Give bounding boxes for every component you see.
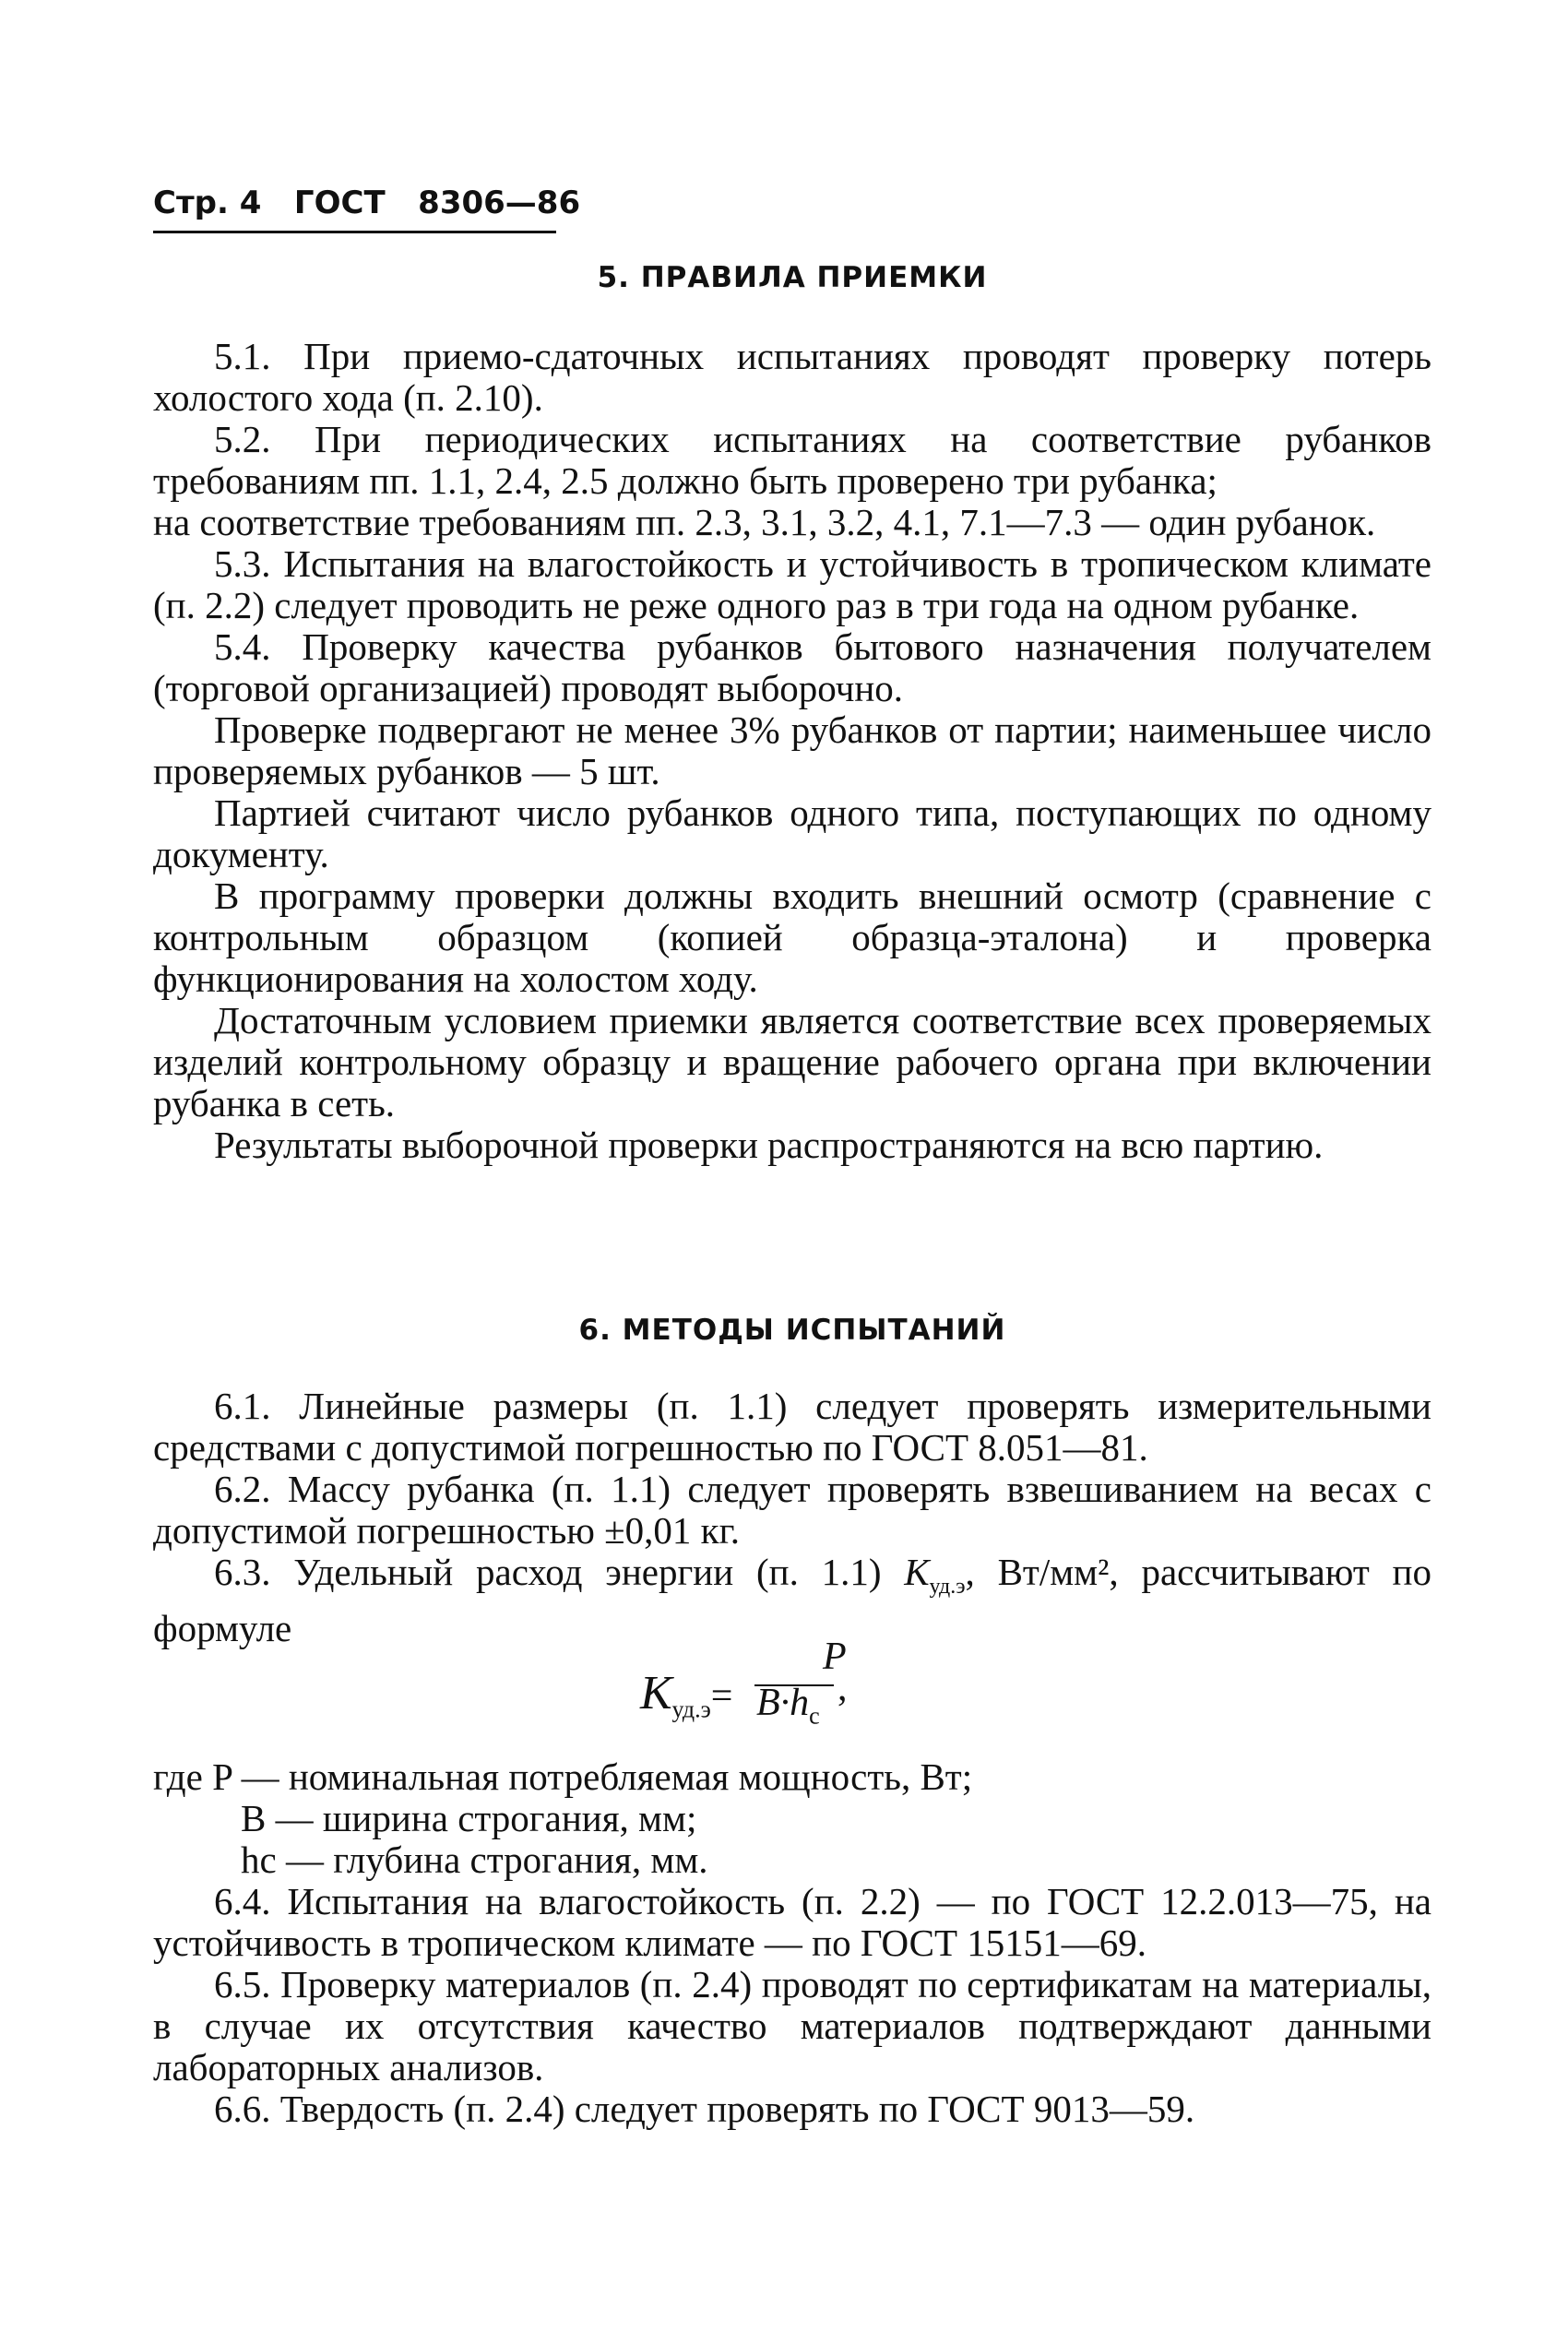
where-power: где P — номинальная потребляемая мощность, Вт; bbox=[153, 1755, 973, 1798]
formula-denominator: $B\cdot h_с$ bbox=[756, 1682, 820, 1730]
formula-lhs: $К_{уд.э}=$ bbox=[640, 1667, 733, 1723]
paragraph-5-1: 5.1. При приемо-сдаточных испытаниях проводят проверку потерь холостого хода (п. 2.10). bbox=[153, 335, 1431, 419]
energy-symbol-subscript: уд.э bbox=[929, 1575, 966, 1600]
section-5-title: 5. ПРАВИЛА ПРИЕМКИ bbox=[597, 261, 988, 294]
paragraph-6-3-units: , Вт/мм², рассчитывают по формуле bbox=[153, 1551, 1431, 1650]
paragraph-5-2-cont: на соответствие требованиям пп. 2.3, 3.1, 3.2, 4.1, 7.1—7.3 — один рубанок. bbox=[153, 501, 1376, 543]
formula-comma: , bbox=[837, 1667, 848, 1709]
where-depth: hс — глубина строгания, мм. bbox=[241, 1838, 708, 1881]
standard-label: ГОСТ bbox=[293, 184, 386, 221]
section-6-title: 6. МЕТОДЫ ИСПЫТАНИЙ bbox=[578, 1314, 1006, 1347]
energy-symbol: К bbox=[904, 1551, 930, 1593]
page-number: Стр. 4 bbox=[153, 184, 262, 221]
section-5-body bbox=[153, 336, 1431, 1166]
header-rule bbox=[153, 231, 556, 233]
paragraph-5-4: 5.4. Проверку качества рубанков бытового назначения получателем (торговой организацией) проводят выборочно. bbox=[153, 625, 1431, 709]
formula-numerator: P bbox=[823, 1636, 847, 1678]
paragraph-6-4: 6.4. Испытания на влагостойкость (п. 2.2) — по ГОСТ 12.2.013—75, на устойчивость в тропическом климате — по ГОСТ 15151—69. bbox=[153, 1880, 1431, 1964]
where-width: B — ширина строгания, мм; bbox=[241, 1797, 697, 1839]
paragraph-6-2: 6.2. Массу рубанка (п. 1.1) следует проверять взвешиванием на весах с допустимой погрешностью ±0,01 кг. bbox=[153, 1468, 1431, 1552]
paragraph-5-2: 5.2. При периодических испытаниях на соответствие рубанков требованиям пп. 1.1, 2.4, 2.5 должно быть проверено три рубанка; bbox=[153, 418, 1431, 502]
paragraph-6-6: 6.6. Твердость (п. 2.4) следует проверять по ГОСТ 9013—59. bbox=[214, 2088, 1195, 2130]
paragraph-6-3 bbox=[153, 1552, 1431, 1649]
page-header bbox=[153, 184, 581, 221]
paragraph-6-3-text: 6.3. Удельный расход энергии (п. 1.1) bbox=[214, 1551, 905, 1593]
paragraph-5-4-program: В программу проверки должны входить внешний осмотр (сравнение с контрольным образцом (копией образца-эталона) и проверка функционирования на холостом ходу. bbox=[153, 874, 1431, 1000]
paragraph-5-4-batch: Партией считают число рубанков одного типа, поступающих по одному документу. bbox=[153, 791, 1431, 875]
paragraph-5-4-results: Результаты выборочной проверки распространяются на всю партию. bbox=[214, 1124, 1324, 1166]
paragraph-5-4-sample: Проверке подвергают не менее 3% рубанков от партии; наименьшее число проверяемых рубанков — 5 шт. bbox=[153, 708, 1431, 792]
section-6-body-bottom bbox=[153, 1756, 1431, 2130]
paragraph-6-5: 6.5. Проверку материалов (п. 2.4) проводят по сертификатам на материалы, в случае их отсутствия качество материалов подтверждают данными лабораторных анализов. bbox=[153, 1963, 1431, 2088]
paragraph-5-3: 5.3. Испытания на влагостойкость и устойчивость в тропическом климате (п. 2.2) следует проводить не реже одного раз в три года на одном рубанке. bbox=[153, 542, 1431, 626]
section-6-body-top bbox=[153, 1386, 1431, 1649]
paragraph-5-4-condition: Достаточным условием приемки является соответствие всех проверяемых изделий контрольному образцу и вращение рабочего органа при включении рубанка в сеть. bbox=[153, 999, 1431, 1124]
standard-number: 8306—86 bbox=[418, 184, 581, 221]
energy-formula bbox=[640, 1636, 1028, 1755]
paragraph-6-1: 6.1. Линейные размеры (п. 1.1) следует проверять измерительными средствами с допустимой погрешностью по ГОСТ 8.051—81. bbox=[153, 1385, 1431, 1469]
